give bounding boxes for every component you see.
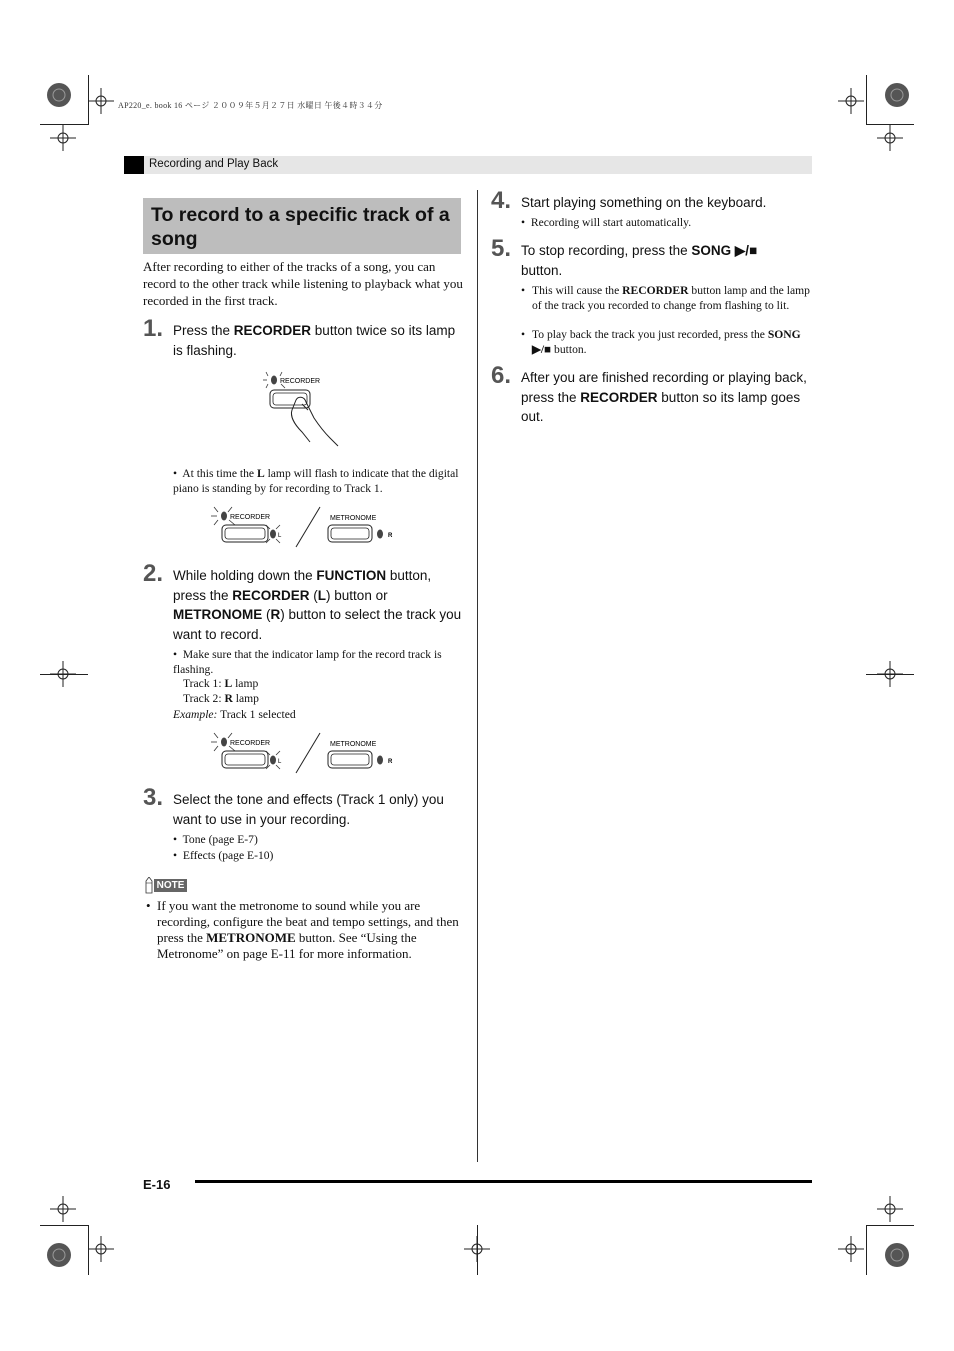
print-meta-line: AP220_e. book 16 ページ ２００９年５月２７日 水曜日 午後４時３４分 (118, 101, 383, 110)
r-label: R (388, 533, 393, 539)
footer-rule (195, 1180, 812, 1183)
track-1-line: Track 1: L lamp (183, 677, 259, 690)
step-3-text: Select the tone and effects (Track 1 only) you want to use in your recording. (173, 792, 444, 827)
r-label: R (388, 759, 393, 765)
metronome-label: METRONOME (330, 515, 377, 522)
step-3-bullet-tone: • Tone (page E-7) (173, 833, 258, 846)
section-header-title: Recording and Play Back (149, 158, 279, 170)
crosshair-icon (50, 1196, 76, 1222)
step-2-number: 2. (143, 560, 164, 587)
crosshair-icon (50, 125, 76, 151)
crosshair-icon (877, 125, 903, 151)
step-3-number: 3. (143, 784, 164, 811)
step-1-text: Press the RECORDER button twice so its lamp is flashing. (173, 323, 456, 358)
note-badge (143, 877, 188, 894)
registration-target-icon (44, 80, 74, 110)
step-1-bullet: • At this time the L lamp will flash to indicate that the digital piano is standing by for recording to Track 1. (173, 467, 459, 495)
step-2-text: While holding down the FUNCTION button, press the RECORDER (L) button or METRONOME (R) button to select the track you want to record. (173, 568, 462, 642)
registration-target-icon (882, 80, 912, 110)
track-2-line: Track 2: R lamp (183, 692, 259, 705)
step-1-number: 1. (143, 315, 164, 342)
step-6-text: After you are finished recording or playing back, press the RECORDER button so its lamp goes out. (521, 370, 807, 424)
l-label: L (278, 533, 282, 539)
recorder-label: RECORDER (280, 378, 321, 385)
crosshair-icon (877, 1196, 903, 1222)
step-5-text: To stop recording, press the SONG ▶/■ button. (521, 243, 758, 278)
step-6-number: 6. (491, 362, 512, 389)
column-divider (477, 190, 478, 1162)
step-2-bullet: • Make sure that the indicator lamp for the record track is flashing. (173, 648, 442, 676)
step-4-text: Start playing something on the keyboard. (521, 195, 767, 210)
note-label: NOTE (154, 879, 187, 892)
crosshair-icon (88, 1236, 114, 1262)
crosshair-icon (88, 88, 114, 114)
page-number: E-16 (143, 1177, 171, 1192)
page-title: To record to a specific track of a song (151, 204, 450, 250)
registration-target-icon (882, 1240, 912, 1270)
metronome-label: METRONOME (330, 741, 377, 748)
step-5-bullet-1: • This will cause the RECORDER button lamp and the lamp of the track you recorded to change from flashing to lit. (521, 284, 810, 312)
step-4-number: 4. (491, 187, 512, 214)
section-header-marker (124, 156, 144, 174)
track-1-lamp-figure (208, 503, 408, 553)
crosshair-icon (838, 88, 864, 114)
note-text: • If you want the metronome to sound while you are recording, configure the beat and tempo settings, and then press the METRONOME button. See “Using the Metronome” on page E-11 for more information. (146, 898, 459, 961)
registration-target-icon (44, 1240, 74, 1270)
step-3-bullet-effects: • Effects (page E-10) (173, 849, 274, 862)
l-label: L (278, 759, 282, 765)
recorder-label: RECORDER (230, 514, 271, 521)
example-line: Example: Track 1 selected (173, 708, 296, 721)
step-4-bullet: • Recording will start automatically. (521, 216, 692, 229)
recorder-press-figure (258, 366, 358, 462)
recorder-label: RECORDER (230, 740, 271, 747)
step-5-bullet-2: • To play back the track you just recorded, press the SONG ▶/■ button. (521, 328, 801, 356)
track-1-selected-figure (208, 729, 408, 779)
crosshair-icon (838, 1236, 864, 1262)
intro-paragraph: After recording to either of the tracks of a song, you can record to the other track while listening to playback what you recorded in the first track. (143, 259, 463, 308)
step-5-number: 5. (491, 235, 512, 262)
